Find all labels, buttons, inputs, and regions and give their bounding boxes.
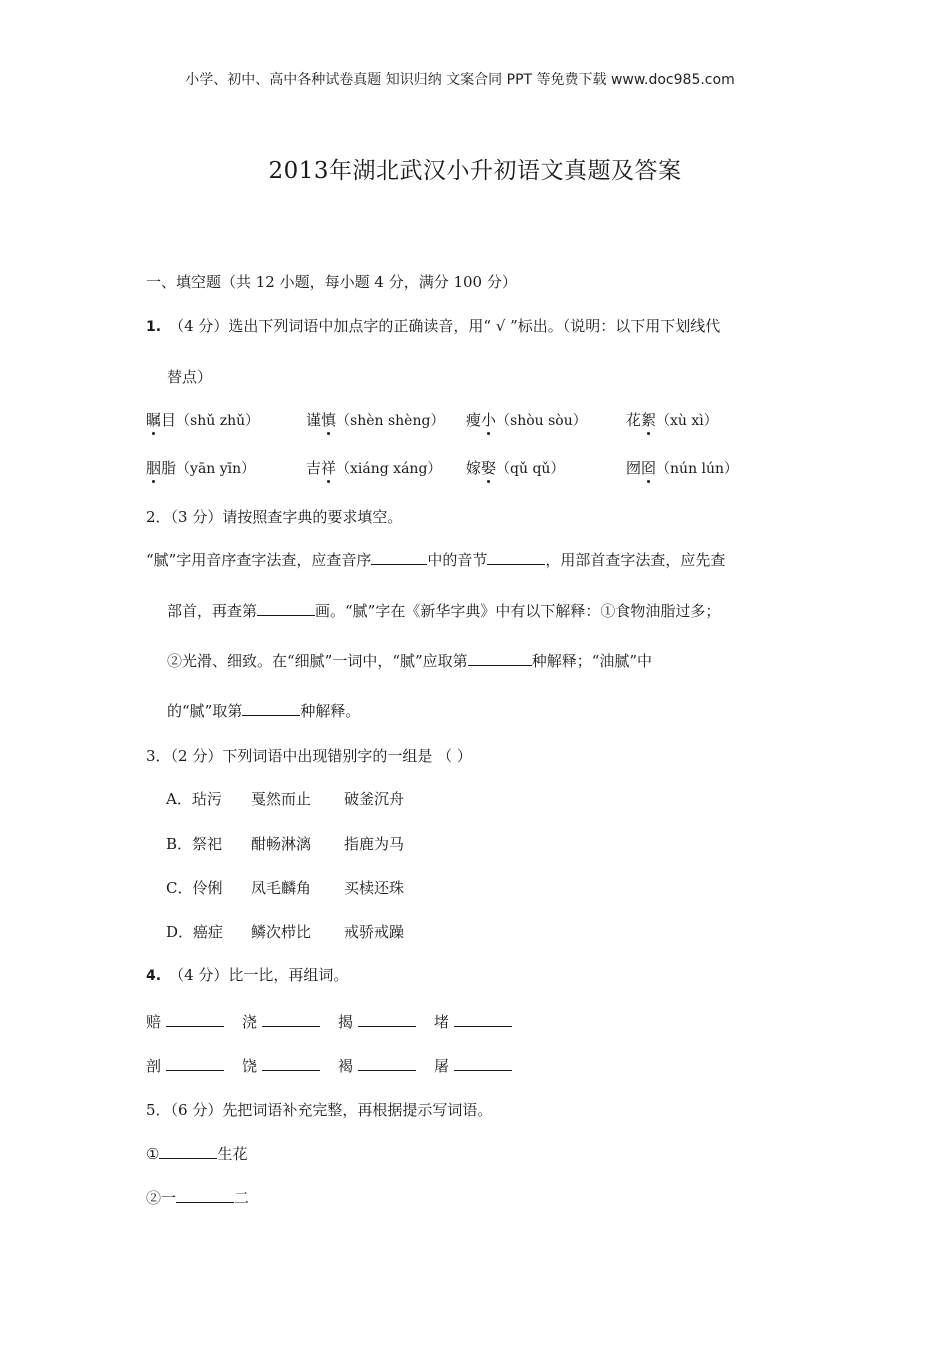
- option-word: 指鹿为马: [344, 835, 405, 853]
- char: 赔: [146, 1013, 162, 1031]
- dotted-char: 絮: [641, 411, 657, 429]
- text-segment: 种解释；“油腻”中: [531, 652, 653, 670]
- compare-char: [338, 1011, 416, 1032]
- text-segment: 种解释。: [300, 702, 361, 720]
- pinyin-options: （yān yīn）: [176, 461, 256, 477]
- answer-blank[interactable]: [487, 549, 545, 565]
- pinyin-options: （xù xì）: [656, 413, 718, 429]
- word-rest: 瘦: [466, 411, 482, 429]
- char: 揭: [338, 1013, 354, 1031]
- question-3: 3．（2 分）下列词语中出现错别字的一组是 （ ）: [146, 747, 472, 765]
- option-word: 酣畅淋漓: [251, 835, 312, 853]
- question-text: （4 分）选出下列词语中加点字的正确读音，用“ √ ”标出。（说明：以下用下划线代: [169, 317, 721, 335]
- question-5: 5．（6 分）先把词语补充完整，再根据提示写词语。: [146, 1101, 493, 1119]
- word-rest: 花: [626, 411, 642, 429]
- answer-blank[interactable]: [159, 1143, 217, 1159]
- word-item: [146, 409, 259, 430]
- answer-blank[interactable]: [358, 1011, 416, 1027]
- word-item: [626, 409, 718, 430]
- question-1: [146, 315, 720, 338]
- dotted-char: 娶: [481, 459, 497, 477]
- char: 屠: [434, 1057, 450, 1075]
- answer-blank[interactable]: [468, 650, 532, 666]
- word-rest: 嫁: [466, 459, 482, 477]
- option-b[interactable]: B．祭祀: [166, 835, 223, 853]
- answer-blank[interactable]: [371, 549, 427, 565]
- option-word: 戛然而止: [251, 790, 312, 808]
- word-rest: 吉: [306, 459, 322, 477]
- word-rest: 目: [161, 411, 177, 429]
- answer-blank[interactable]: [454, 1011, 512, 1027]
- question-2: 2．（3 分）请按照查字典的要求填空。: [146, 508, 403, 526]
- word-rest: 囫: [626, 459, 642, 477]
- compare-char: [242, 1011, 320, 1032]
- text-segment: 画。“腻”字在《新华字典》中有以下解释：①食物油脂过多；: [315, 602, 721, 620]
- answer-blank[interactable]: [176, 1187, 234, 1203]
- compare-char: [434, 1011, 512, 1032]
- q5-item-2: [146, 1187, 249, 1209]
- option-a[interactable]: A．玷污: [166, 790, 222, 808]
- text-segment: “腻”字用音序查字法查，应查音序: [146, 551, 372, 569]
- q2-line-1: [146, 549, 725, 571]
- word-item: [306, 409, 444, 430]
- option-word: 鳞次栉比: [251, 923, 312, 941]
- dotted-char: 慎: [321, 411, 337, 429]
- compare-char: [146, 1055, 224, 1076]
- dotted-char: 瞩: [146, 411, 162, 429]
- item-marker: ②一: [146, 1189, 177, 1207]
- option-c[interactable]: C．伶俐: [166, 879, 223, 897]
- pinyin-options: （shǔ zhǔ）: [176, 413, 260, 429]
- question-number: 4.: [146, 968, 162, 984]
- word-item: [146, 457, 255, 478]
- question-number: 1.: [146, 319, 162, 335]
- compare-char: [146, 1011, 224, 1032]
- question-4: [146, 964, 348, 987]
- text-segment: ，用部首查字法查，应先查: [545, 551, 726, 569]
- text-segment: 部首，再查第: [167, 602, 258, 620]
- q2-line-2: [167, 600, 720, 622]
- char: 剖: [146, 1057, 162, 1075]
- option-d[interactable]: D．癌症: [166, 923, 224, 941]
- answer-blank[interactable]: [166, 1011, 224, 1027]
- text-segment: 中的音节: [427, 551, 488, 569]
- char: 饶: [242, 1057, 258, 1075]
- text-segment: 的“腻”取第: [167, 702, 243, 720]
- char: 浇: [242, 1013, 258, 1031]
- option-word: 买椟还珠: [344, 879, 405, 897]
- answer-blank[interactable]: [166, 1055, 224, 1071]
- answer-blank[interactable]: [358, 1055, 416, 1071]
- char: 堵: [434, 1013, 450, 1031]
- q2-line-4: [167, 700, 360, 722]
- question-1-continuation: 替点）: [167, 368, 213, 386]
- q5-item-1: [146, 1143, 247, 1165]
- text-segment: 二: [234, 1189, 250, 1207]
- document-title: 2013年湖北武汉小升初语文真题及答案: [268, 158, 682, 184]
- dotted-char: 祥: [321, 459, 337, 477]
- page-header: 小学、初中、高中各种试卷真题 知识归纳 文案合同 PPT 等免费下载 www.doc985.com: [185, 72, 735, 88]
- word-item: [306, 457, 441, 478]
- word-item: [466, 409, 587, 430]
- question-text: （4 分）比一比，再组词。: [169, 966, 349, 984]
- word-rest: 脂: [161, 459, 177, 477]
- dotted-char: 小: [481, 411, 497, 429]
- answer-blank[interactable]: [242, 700, 300, 716]
- option-word: 破釜沉舟: [344, 790, 405, 808]
- text-segment: ②光滑、细致。在“细腻”一词中，“腻”应取第: [167, 652, 468, 670]
- item-marker: ①: [146, 1145, 160, 1163]
- compare-char: [242, 1055, 320, 1076]
- answer-blank[interactable]: [262, 1055, 320, 1071]
- pinyin-options: （shòu sòu）: [496, 413, 587, 429]
- answer-blank[interactable]: [262, 1011, 320, 1027]
- char: 褐: [338, 1057, 354, 1075]
- compare-char: [338, 1055, 416, 1076]
- answer-blank[interactable]: [454, 1055, 512, 1071]
- pinyin-options: （nún lún）: [656, 461, 739, 477]
- pinyin-options: （qǔ qǔ）: [496, 461, 565, 477]
- option-word: 凤毛麟角: [251, 879, 312, 897]
- answer-blank[interactable]: [257, 600, 315, 616]
- dotted-char: 囵: [641, 459, 657, 477]
- section-heading: 一、填空题（共 12 小题，每小题 4 分，满分 100 分）: [146, 273, 517, 291]
- compare-char: [434, 1055, 512, 1076]
- dotted-char: 胭: [146, 459, 162, 477]
- option-word: 戒骄戒躁: [344, 923, 405, 941]
- text-segment: 生花: [217, 1145, 248, 1163]
- pinyin-options: （shèn shèng）: [336, 413, 445, 429]
- word-item: [626, 457, 738, 478]
- word-item: [466, 457, 564, 478]
- word-rest: 谨: [306, 411, 322, 429]
- pinyin-options: （xiáng xáng）: [336, 461, 442, 477]
- q2-line-3: [167, 650, 652, 672]
